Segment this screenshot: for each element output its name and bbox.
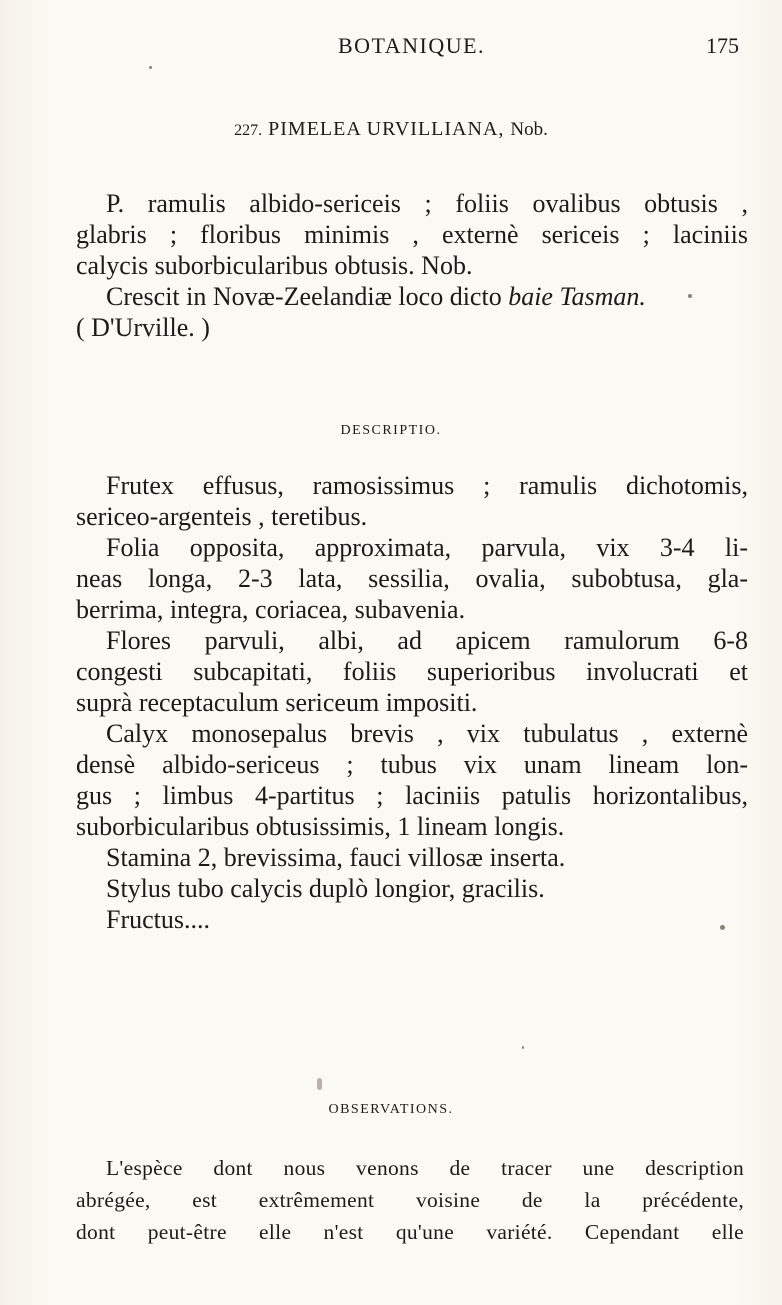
description-line: suborbicularibus obtusissimis, 1 lineam longis. — [76, 812, 565, 841]
species-author: Nob. — [510, 119, 548, 140]
collector-line: ( D'Urville. ) — [76, 313, 210, 342]
description-line: densè albido-sericeus ; tubus vix unam lineam lon- — [76, 750, 748, 779]
observation-line: abrégée, est extrêmement voisine de la précédente, — [76, 1188, 744, 1212]
description-line: sericeo-argenteis , teretibus. — [76, 502, 368, 531]
habitat-locality: baie Tasman. — [508, 282, 646, 311]
description — [76, 470, 748, 935]
paper-speck — [522, 1046, 524, 1049]
description-line: Frutex effusus, ramosissimus ; ramulis dichotomis, — [106, 471, 748, 500]
paper-speck — [688, 294, 692, 298]
observations-heading: OBSERVATIONS. — [328, 1102, 454, 1117]
description-line: neas longa, 2-3 lata, sessilia, ovalia, subobtusa, gla- — [76, 564, 748, 593]
description-line: Stylus tubo calycis duplò longior, gracilis. — [106, 874, 545, 903]
species-number: 227. — [234, 122, 263, 139]
description-line: suprà receptaculum sericeum impositi. — [76, 688, 478, 717]
description-line: Flores parvuli, albi, ad apicem ramulorum 6-8 — [106, 626, 748, 655]
diagnosis-line: calycis suborbicularibus obtusis. Nob. — [76, 251, 473, 280]
paper-speck — [720, 925, 725, 930]
description-line: Folia opposita, approximata, parvula, vix 3-4 li- — [106, 533, 748, 562]
running-head: BOTANIQUE. — [338, 33, 486, 58]
description-heading: DESCRIPTIO. — [340, 423, 442, 438]
page-number: 175 — [706, 33, 739, 58]
diagnosis-line: glabris ; floribus minimis , externè sericeis ; laciniis — [76, 220, 748, 249]
habitat-line — [76, 281, 748, 312]
description-line: congesti subcapitati, foliis superioribus involucrati et — [76, 657, 748, 686]
description-line: Fructus.... — [106, 905, 210, 934]
species-title — [0, 118, 782, 141]
species-name: PIMELEA URVILLIANA, — [268, 118, 505, 140]
description-line: gus ; limbus 4-partitus ; laciniis patulis horizontalibus, — [76, 781, 748, 810]
observation-line: dont peut-être elle n'est qu'une variété. Cependant elle — [76, 1220, 744, 1244]
paper-speck — [149, 66, 152, 69]
observations — [76, 1152, 744, 1248]
description-line: berrima, integra, coriacea, subavenia. — [76, 595, 466, 624]
habitat-text: Crescit in Novæ-Zeelandiæ loco dicto — [106, 282, 502, 311]
description-line: Calyx monosepalus brevis , vix tubulatus , externè — [106, 719, 748, 748]
description-line: Stamina 2, brevissima, fauci villosæ inserta. — [106, 843, 566, 872]
diagnosis — [76, 188, 748, 343]
observation-line: L'espèce dont nous venons de tracer une description — [106, 1156, 744, 1180]
diagnosis-line: P. ramulis albido-sericeis ; foliis ovalibus obtusis , — [106, 189, 748, 218]
paper-speck — [317, 1078, 322, 1090]
